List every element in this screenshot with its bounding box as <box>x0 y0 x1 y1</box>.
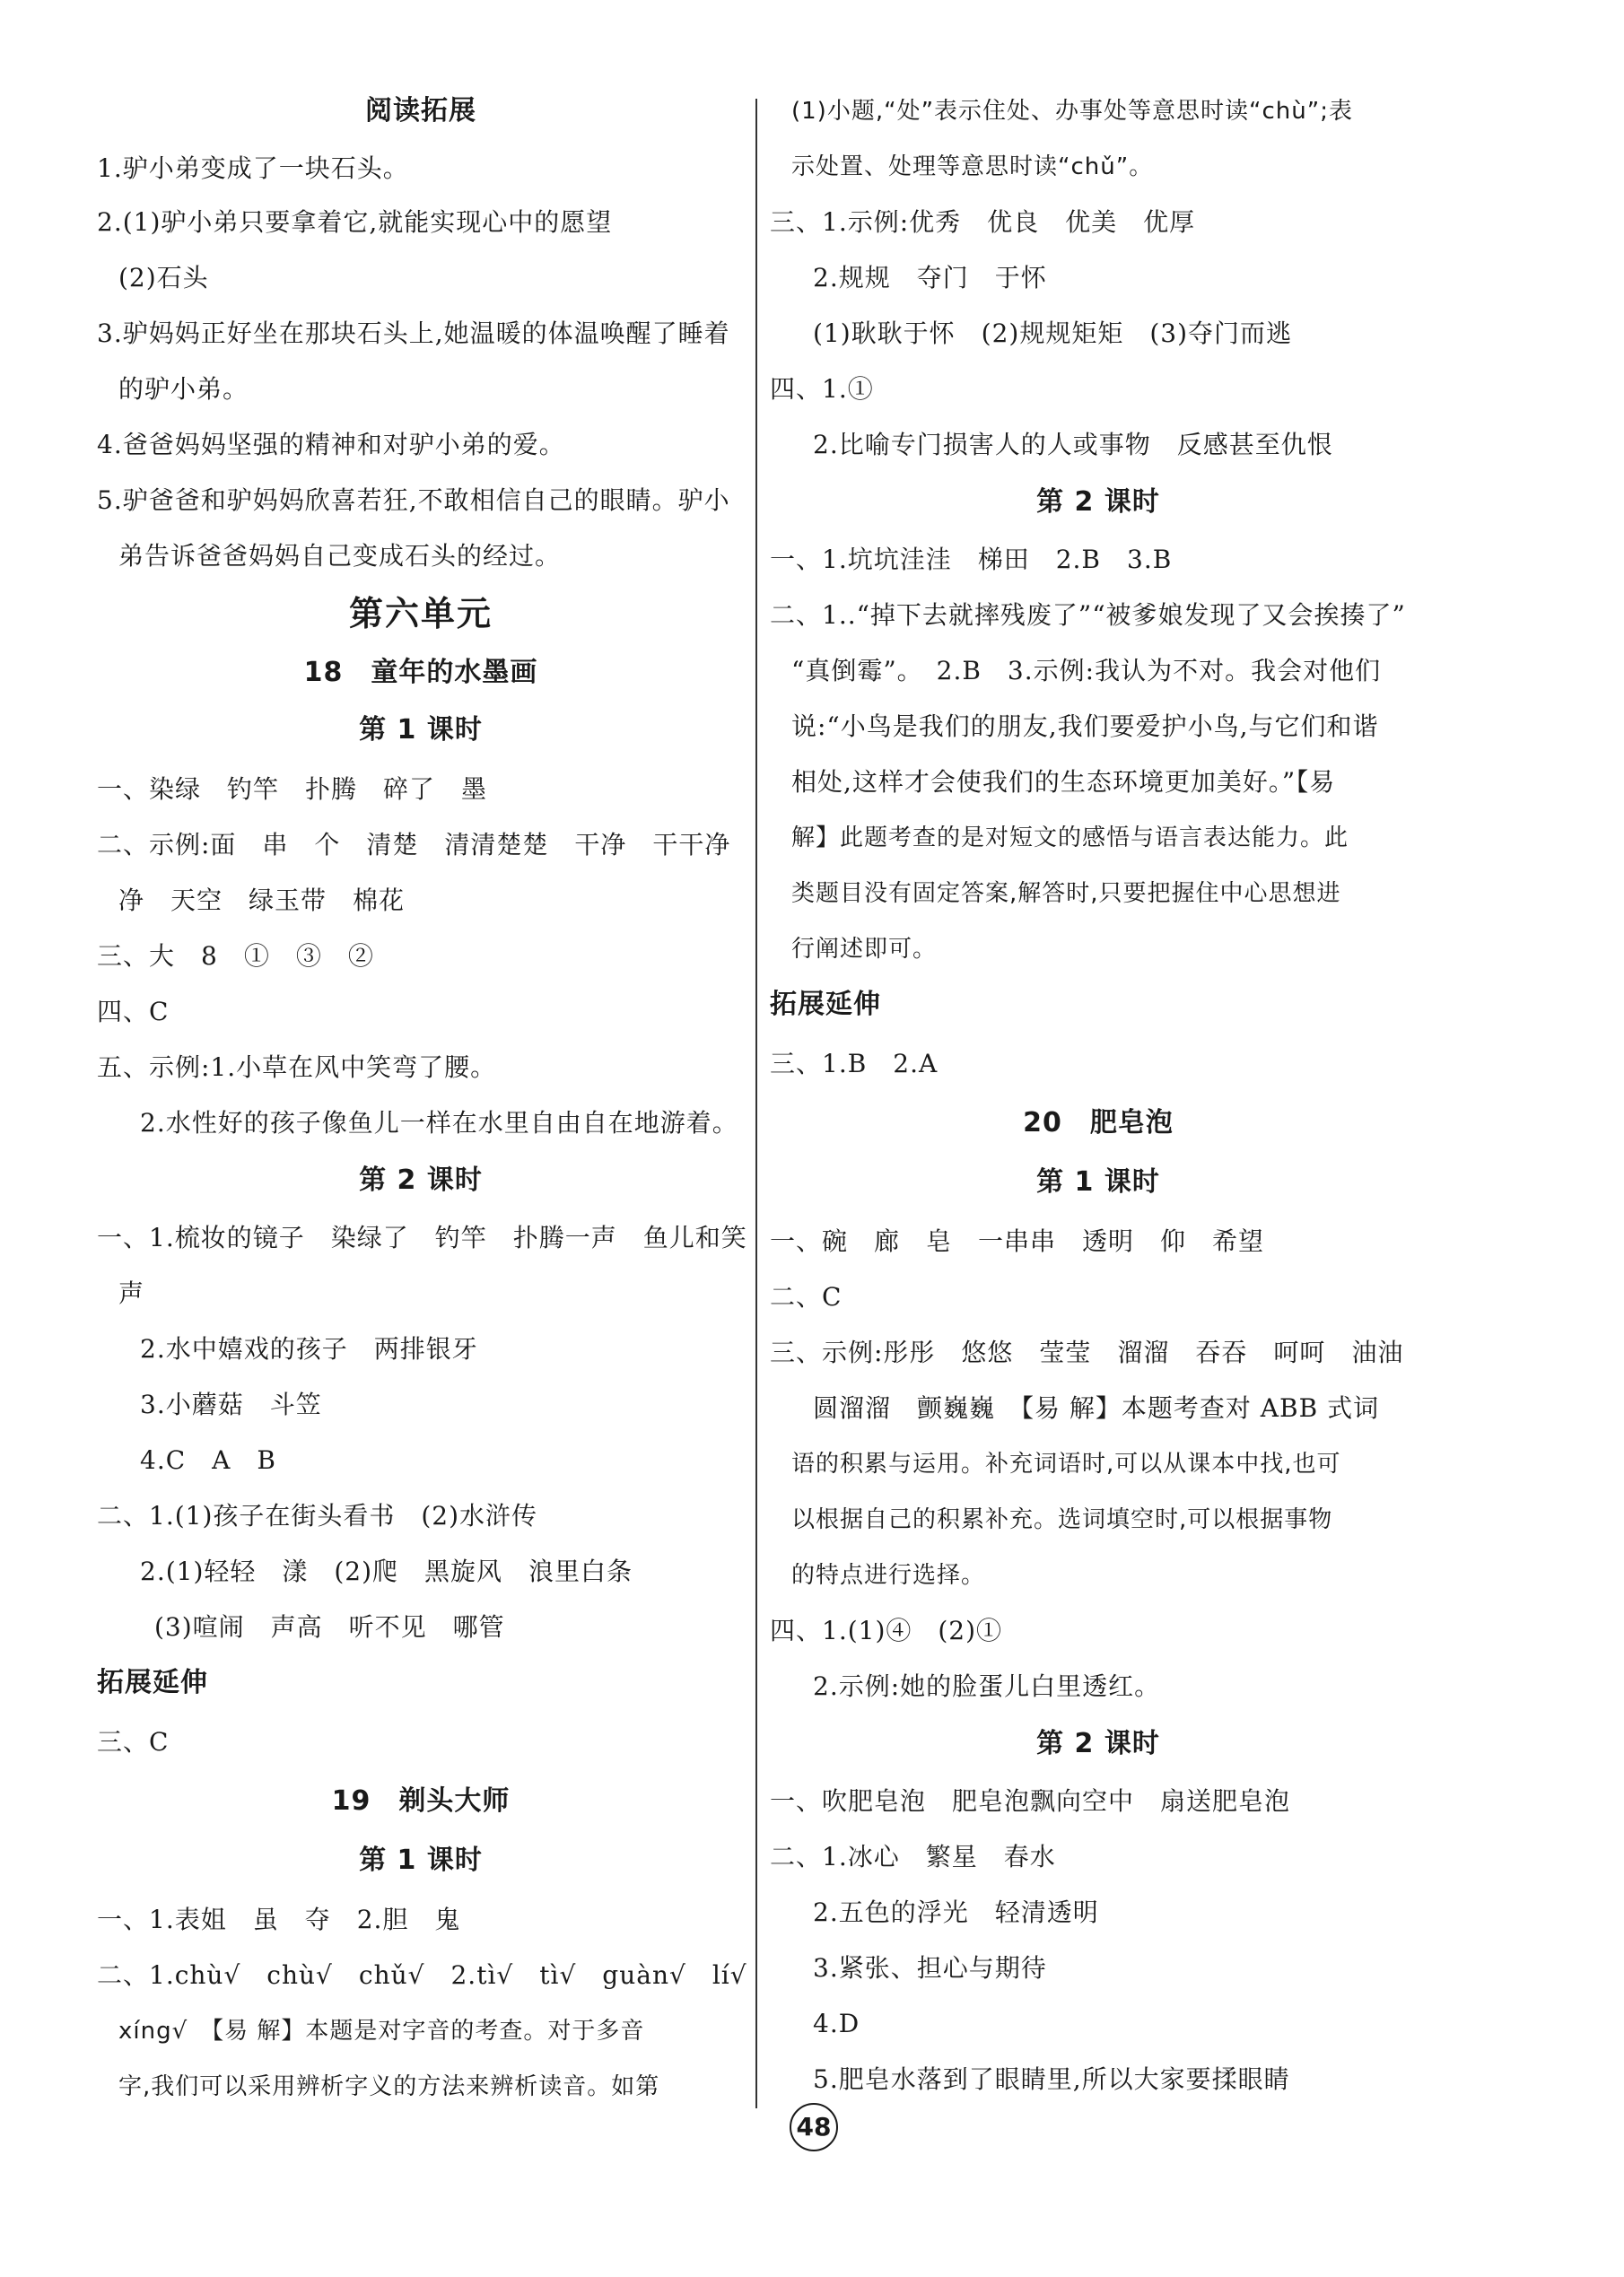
answer-explanation: 类题目没有固定答案,解答时,只要把握住中心思想进 <box>791 880 1341 907</box>
answer-line: 二、1.冰心 繁星 春水 <box>770 1842 1056 1871</box>
answer-line: 2.(1)驴小弟只要拿着它,就能实现心中的愿望 <box>97 207 613 237</box>
answer-line: 的驴小弟。 <box>118 374 249 404</box>
period-title: 第 2 课时 <box>1036 1728 1160 1759</box>
section-heading-extension: 拓展延伸 <box>770 989 881 1020</box>
answer-line: 三、C <box>97 1727 170 1757</box>
answer-line: 四、1.(1)④ (2)① <box>770 1616 1003 1645</box>
answer-explanation: 的特点进行选择。 <box>791 1562 986 1589</box>
answer-line: 二、1..“掉下去就摔残废了”“被爹娘发现了又会挨揍了” <box>770 600 1406 630</box>
answer-line: (3)喧闹 声高 听不见 哪管 <box>154 1612 505 1642</box>
answer-line: 二、1.(1)孩子在街头看书 (2)水浒传 <box>97 1501 538 1531</box>
column-divider <box>755 99 757 2108</box>
answer-explanation: 字,我们可以采用辨析字义的方法来辨析读音。如第 <box>118 2073 660 2100</box>
answer-explanation: (1)小题,“处”表示住处、办事处等意思时读“chù”;表 <box>791 98 1353 125</box>
answer-line: (1)耿耿于怀 (2)规规矩矩 (3)夺门而逃 <box>813 318 1292 348</box>
answer-line: 2.水性好的孩子像鱼儿一样在水里自由自在地游着。 <box>140 1108 738 1138</box>
lesson-title: 20 肥皂泡 <box>1023 1107 1174 1138</box>
answer-line: 5.肥皂水落到了眼睛里,所以大家要揉眼睛 <box>813 2064 1290 2094</box>
answer-line: 2.比喻专门损害人的人或事物 反感甚至仇恨 <box>813 430 1333 459</box>
answer-line: 说:“小鸟是我们的朋友,我们要爱护小鸟,与它们和谐 <box>791 711 1379 741</box>
answer-line: 3.紧张、担心与期待 <box>813 1953 1047 1983</box>
section-heading-reading-extension: 阅读拓展 <box>365 95 476 126</box>
answer-explanation: 语的积累与运用。补充词语时,可以从课本中找,也可 <box>791 1451 1341 1478</box>
answer-line: 5.驴爸爸和驴妈妈欣喜若狂,不敢相信自己的眼睛。驴小 <box>97 485 730 515</box>
answer-line: 一、1.坑坑洼洼 梯田 2.B 3.B <box>770 545 1173 574</box>
answer-line: 3.小蘑菇 斗笠 <box>140 1390 322 1419</box>
period-title: 第 2 课时 <box>359 1165 483 1196</box>
answer-line: 三、1.B 2.A <box>770 1049 939 1078</box>
period-title: 第 1 课时 <box>359 714 483 746</box>
answer-line: 2.示例:她的脸蛋儿白里透红。 <box>813 1671 1161 1701</box>
answer-explanation: xíng√ 【易 解】本题是对字音的考查。对于多音 <box>118 2018 645 2045</box>
answer-line: 2.(1)轻轻 漾 (2)爬 黑旋风 浪里白条 <box>140 1557 633 1586</box>
answer-line: 一、吹肥皂泡 肥皂泡飘向空中 扇送肥皂泡 <box>770 1786 1291 1816</box>
answer-line: 一、染绿 钓竿 扑腾 碎了 墨 <box>97 774 488 804</box>
answer-line: 一、1.表姐 虽 夺 2.胆 鬼 <box>97 1905 461 1934</box>
answer-line: 圆溜溜 颤巍巍 【易 解】本题考查对 ABB 式词 <box>813 1393 1380 1423</box>
answer-line: 二、示例:面 串 个 清楚 清清楚楚 干净 干干净 <box>97 830 731 859</box>
answer-line: 3.驴妈妈正好坐在那块石头上,她温暖的体温唤醒了睡着 <box>97 318 730 348</box>
period-title: 第 2 课时 <box>1036 486 1160 518</box>
answer-line: 4.C A B <box>140 1445 276 1475</box>
answer-line: 2.水中嬉戏的孩子 两排银牙 <box>140 1334 478 1364</box>
answer-line: 弟告诉爸爸妈妈自己变成石头的经过。 <box>118 541 562 571</box>
answer-line: 三、1.示例:优秀 优良 优美 优厚 <box>770 207 1196 237</box>
answer-explanation: 行阐述即可。 <box>791 936 938 963</box>
period-title: 第 1 课时 <box>359 1845 483 1876</box>
period-title: 第 1 课时 <box>1036 1166 1160 1198</box>
answer-line: (2)石头 <box>118 263 209 292</box>
answer-line: 声 <box>118 1278 145 1308</box>
answer-line: 一、1.梳妆的镜子 染绿了 钓竿 扑腾一声 鱼儿和笑 <box>97 1223 747 1252</box>
answer-line: 4.D <box>813 2009 860 2038</box>
answer-line: 五、示例:1.小草在风中笑弯了腰。 <box>97 1052 497 1082</box>
unit-title: 第六单元 <box>348 594 493 633</box>
lesson-title: 19 剃头大师 <box>331 1785 511 1817</box>
answer-line: 4.爸爸妈妈坚强的精神和对驴小弟的爱。 <box>97 430 565 459</box>
answer-explanation: 示处置、处理等意思时读“chǔ”。 <box>791 153 1154 180</box>
answer-explanation: 解】此题考查的是对短文的感悟与语言表达能力。此 <box>791 824 1349 851</box>
answer-explanation: 以根据自己的积累补充。选词填空时,可以根据事物 <box>791 1506 1333 1533</box>
answer-line: 2.五色的浮光 轻清透明 <box>813 1898 1099 1927</box>
answer-line: 净 天空 绿玉带 棉花 <box>118 886 406 915</box>
answer-line: 1.驴小弟变成了一块石头。 <box>97 153 409 183</box>
answer-line: 2.规规 夺门 于怀 <box>813 263 1047 292</box>
answer-line: 四、C <box>97 997 170 1026</box>
page-number: 48 <box>790 2103 838 2151</box>
answer-line: 四、1.① <box>770 374 874 404</box>
answer-line: 相处,这样才会使我们的生态环境更加美好。”【易 <box>791 767 1336 797</box>
answer-line: 二、1.chù√ chù√ chǔ√ 2.tì√ tì√ guàn√ lí√ <box>97 1960 747 1990</box>
answer-line: 二、C <box>770 1282 843 1312</box>
section-heading-extension: 拓展延伸 <box>97 1667 208 1698</box>
answer-line: 一、碗 廊 皂 一串串 透明 仰 希望 <box>770 1226 1265 1256</box>
answer-line: 三、大 8 ① ③ ② <box>97 941 374 971</box>
answer-line: “真倒霉”。 2.B 3.示例:我认为不对。我会对他们 <box>791 656 1382 685</box>
answer-line: 三、示例:彤彤 悠悠 莹莹 溜溜 吞吞 呵呵 油油 <box>770 1338 1404 1367</box>
lesson-title: 18 童年的水墨画 <box>303 657 538 688</box>
